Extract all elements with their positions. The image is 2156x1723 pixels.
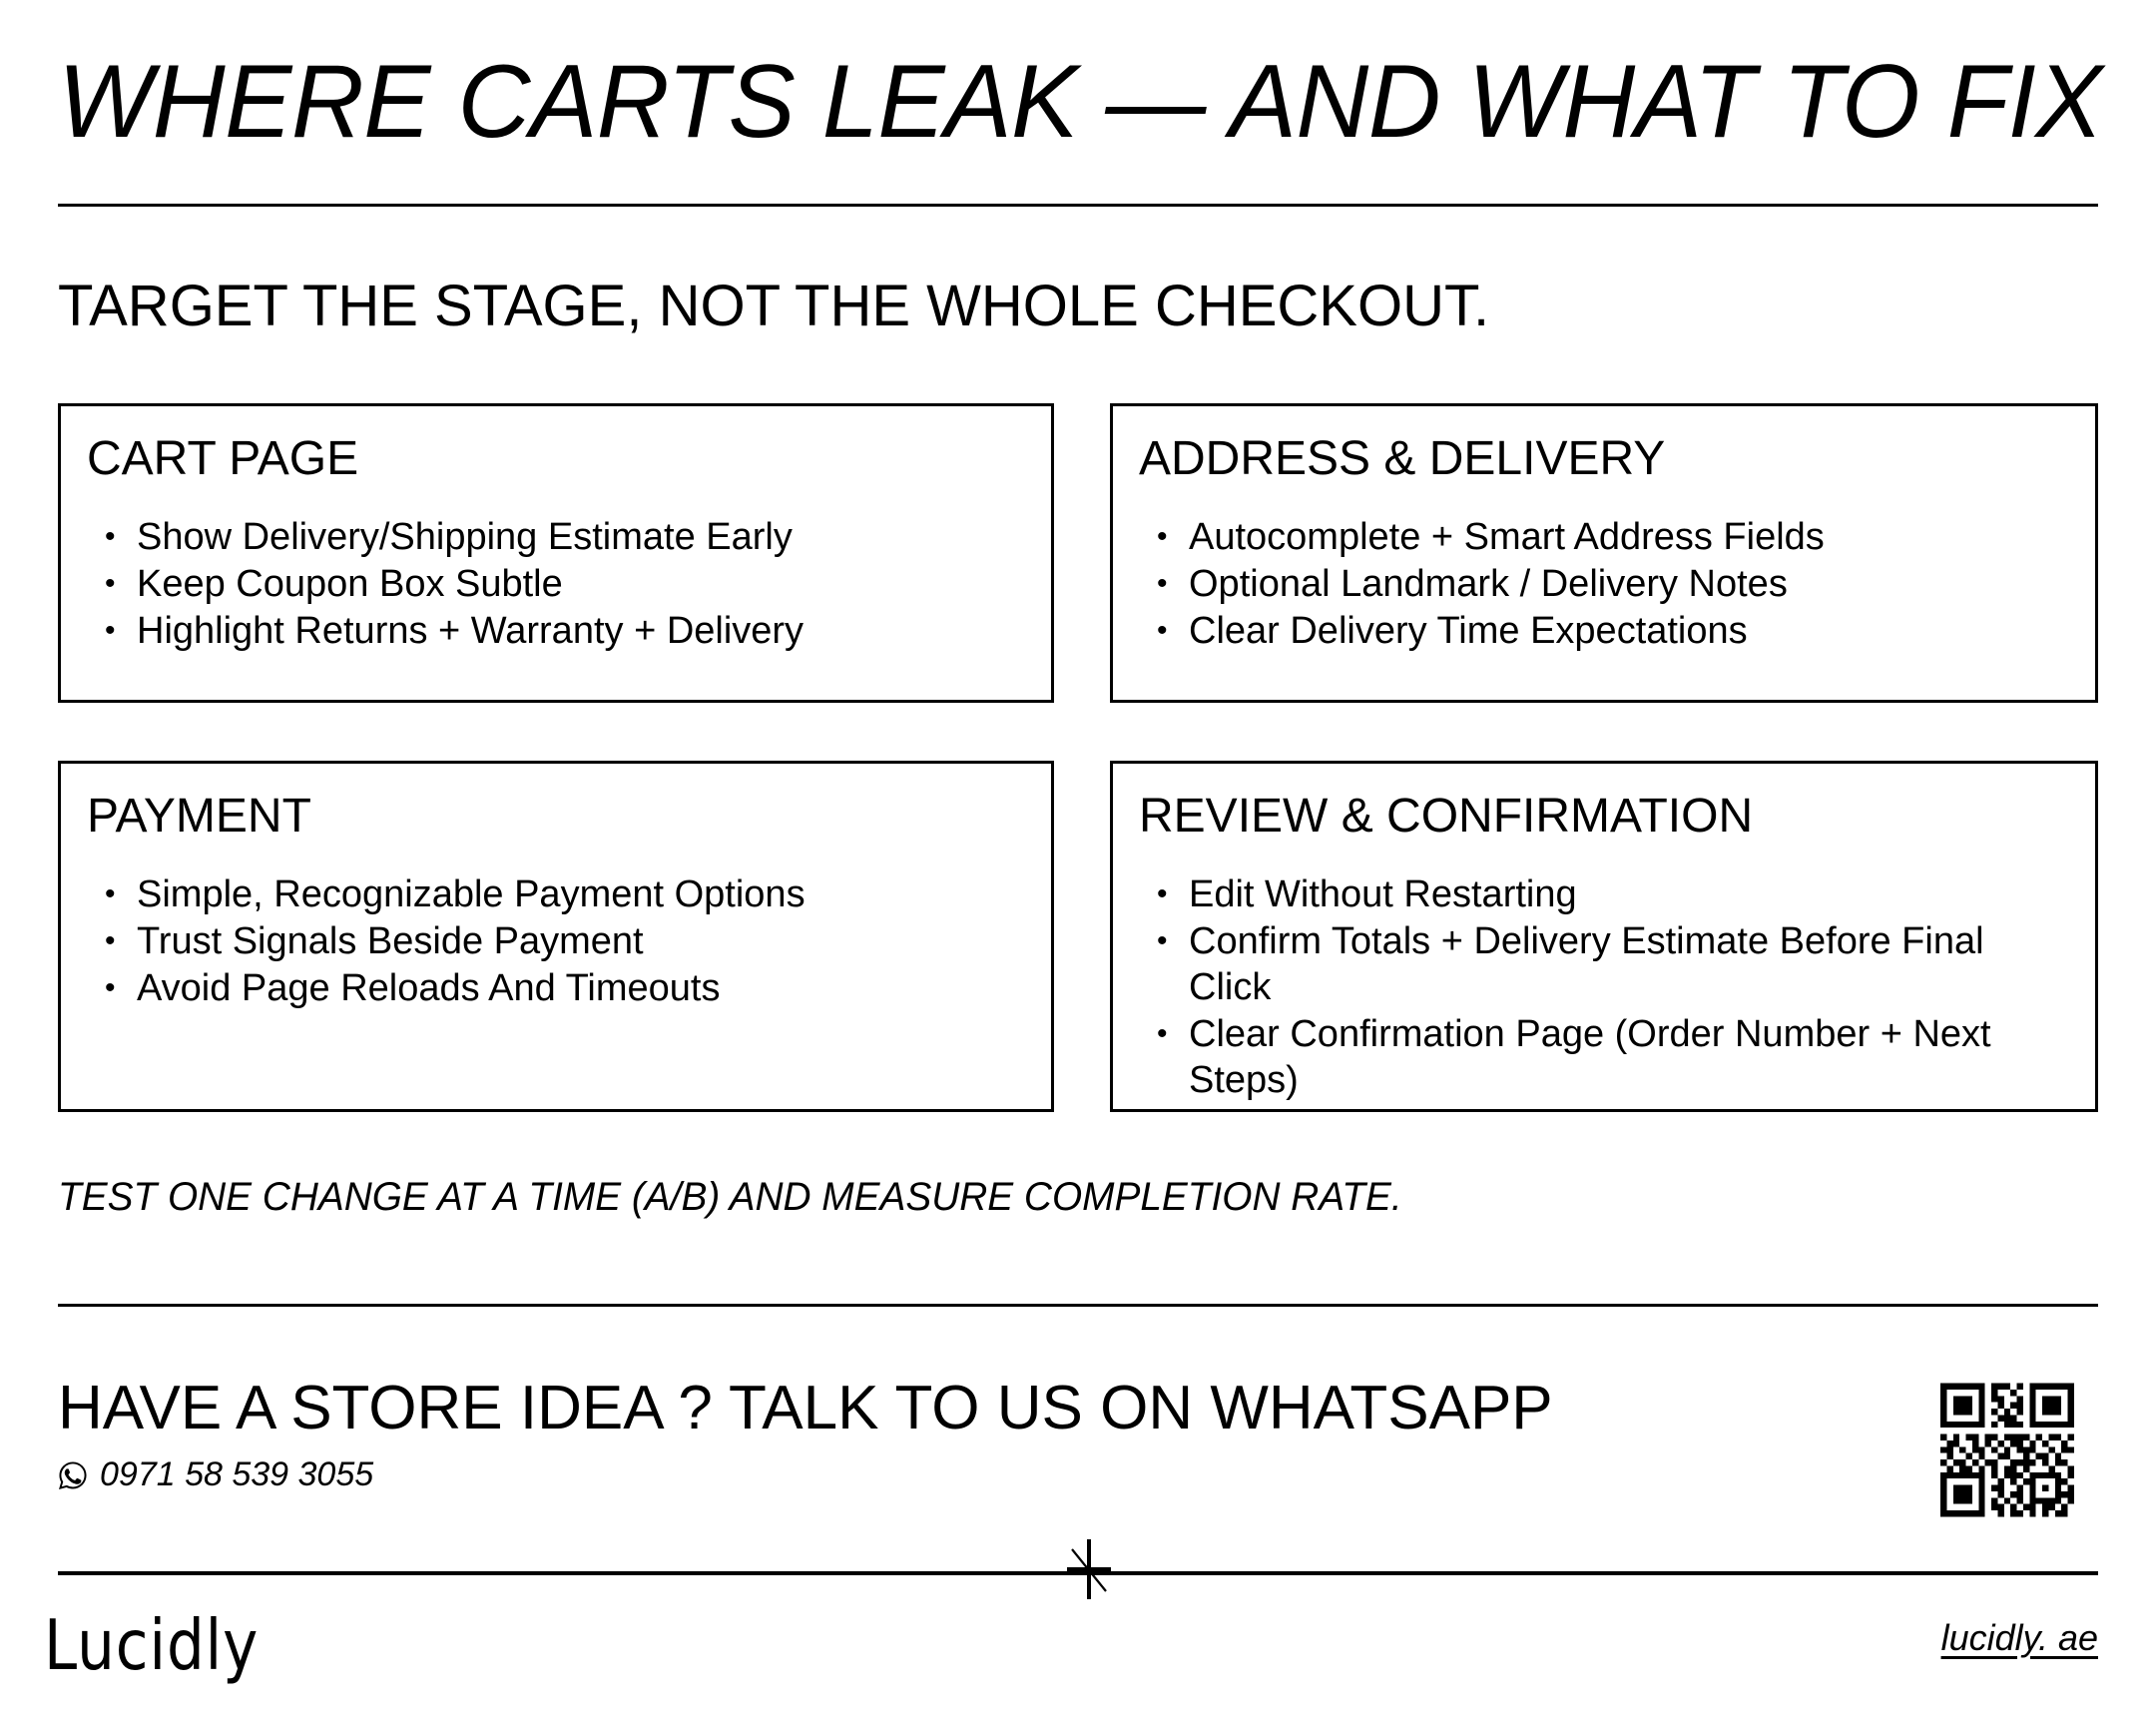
title-divider [58,204,2098,207]
stage-card-review-confirmation [1110,761,2098,1112]
page-title: WHERE CARTS LEAK — AND WHAT TO FIX [58,44,2103,160]
cta-heading: HAVE A STORE IDEA ? TALK TO US ON WHATSAPP [58,1374,1553,1442]
stage-card-bullets [97,871,1031,1011]
stage-card-title: ADDRESS & DELIVERY [1139,432,1666,485]
list-item: • Show Delivery/Shipping Estimate Early [97,514,1031,560]
stage-card-title: REVIEW & CONFIRMATION [1139,790,1754,843]
stage-card-bullets [97,514,1031,654]
stage-card-address-delivery [1110,403,2098,703]
list-item: • Clear Confirmation Page (Order Number + Next Steps) [1149,1011,2075,1103]
stage-card-title: PAYMENT [87,790,311,843]
whatsapp-icon [58,1460,88,1490]
list-item: • Highlight Returns + Warranty + Delivery [97,608,1031,654]
list-item: • Trust Signals Beside Payment [97,918,1031,964]
stage-card-grid [58,403,2098,1112]
list-item: • Simple, Recognizable Payment Options [97,871,1031,917]
footer-url[interactable]: lucidly. ae [1940,1617,2098,1658]
stage-card-bullets [1149,514,2075,654]
list-item: • Optional Landmark / Delivery Notes [1149,561,2075,607]
cta-divider [58,1304,2098,1307]
stage-card-payment [58,761,1054,1112]
list-item: • Autocomplete + Smart Address Fields [1149,514,2075,560]
stage-card-title: CART PAGE [87,432,359,485]
qr-code-icon[interactable] [1940,1381,2074,1519]
footnote: TEST ONE CHANGE AT A TIME (A/B) AND MEASURE COMPLETION RATE. [58,1175,1402,1219]
list-item: • Keep Coupon Box Subtle [97,561,1031,607]
asterisk-mark-icon [1062,1537,1116,1601]
stage-card-cart-page [58,403,1054,703]
list-item: • Clear Delivery Time Expectations [1149,608,2075,654]
brand-logo: Lucidly [44,1603,260,1686]
cta-phone[interactable] [58,1453,373,1495]
list-item: • Confirm Totals + Delivery Estimate Before Final Click [1149,918,2075,1010]
stage-card-bullets [1149,871,2075,1103]
list-item: • Avoid Page Reloads And Timeouts [97,965,1031,1011]
subtitle: TARGET THE STAGE, NOT THE WHOLE CHECKOUT. [58,274,1490,338]
list-item: • Edit Without Restarting [1149,871,2075,917]
cta-phone-number: 0971 58 539 3055 [100,1455,374,1493]
